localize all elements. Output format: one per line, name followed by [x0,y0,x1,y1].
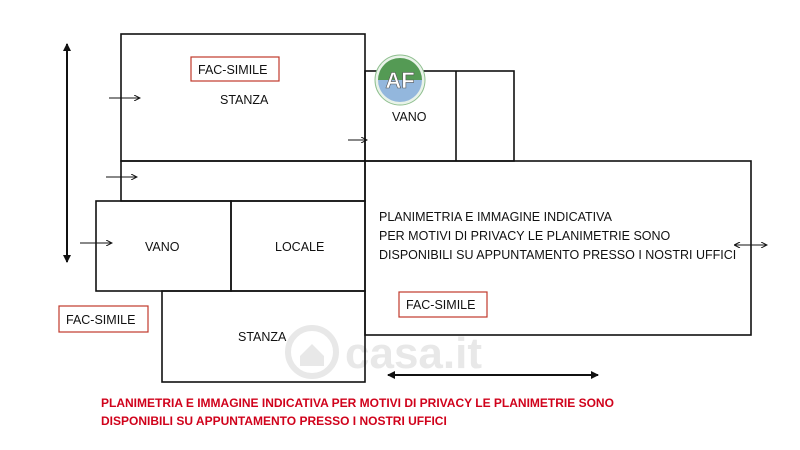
inner-privacy-note [379,210,736,262]
label-stanza-top: STANZA [220,93,269,107]
fac-simile-stamp-top [191,57,279,81]
corridor [121,161,365,201]
svg-text:casa.it: casa.it [345,329,482,378]
label-vano-top: VANO [392,110,427,124]
inner-note-line-3: DISPONIBILI SU APPUNTAMENTO PRESSO I NOSTRI UFFICI [379,248,737,262]
label-stanza-bottom: STANZA [238,330,287,344]
label-locale: LOCALE [275,240,325,254]
disclaimer-line-1: PLANIMETRIA E IMMAGINE INDICATIVA PER MOTIVI DI PRIVACY LE PLANIMETRIE SONO [101,396,614,410]
fac-simile-stamp-left [59,306,148,332]
privacy-disclaimer [101,394,741,430]
svg-text:FAC-SIMILE: FAC-SIMILE [406,298,476,312]
inner-note-line-2: PER MOTIVI DI PRIVACY LE PLANIMETRIE SONO [379,229,671,243]
disclaimer-line-2: DISPONIBILI SU APPUNTAMENTO PRESSO I NOSTRI UFFICI [101,414,447,428]
svg-text:FAC-SIMILE: FAC-SIMILE [198,63,268,77]
logo-letters: AF [385,68,415,93]
inner-note-line-1: PLANIMETRIA E IMMAGINE INDICATIVA [379,210,612,224]
label-vano-left: VANO [145,240,180,254]
agency-logo [375,55,425,105]
fac-simile-stamp-right [399,292,487,317]
svg-text:FAC-SIMILE: FAC-SIMILE [66,313,136,327]
